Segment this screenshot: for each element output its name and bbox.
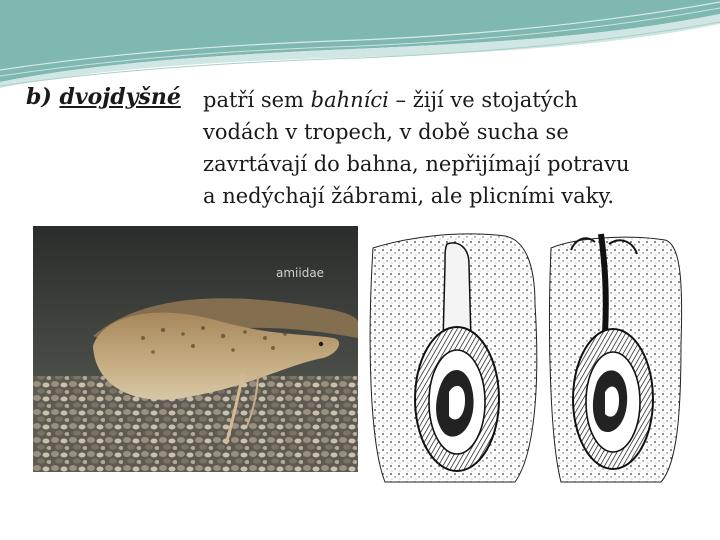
description-genus: bahníci [310, 88, 389, 112]
description-line-1 [203, 84, 703, 116]
photo-watermark: amiidae [276, 266, 325, 280]
description-line-3: zavrtávají do bahna, nepřijímají potravu [203, 152, 630, 176]
description-lead: patří sem [203, 88, 311, 112]
description-line-4: a nedýchají žábrami, ale plicními vaky. [203, 184, 615, 208]
term-name: dvojdyšné [59, 84, 181, 110]
lungfish-photo [33, 226, 358, 472]
header-wave-decoration [0, 0, 720, 90]
description-text [203, 84, 703, 212]
description-rest: – žijí ve stojatých [388, 88, 578, 112]
lungfish-burrow-illustration [365, 224, 685, 486]
description-line-2: vodách v tropech, v době sucha se [203, 120, 569, 144]
term-heading [26, 84, 181, 110]
term-prefix: b) [26, 84, 52, 110]
